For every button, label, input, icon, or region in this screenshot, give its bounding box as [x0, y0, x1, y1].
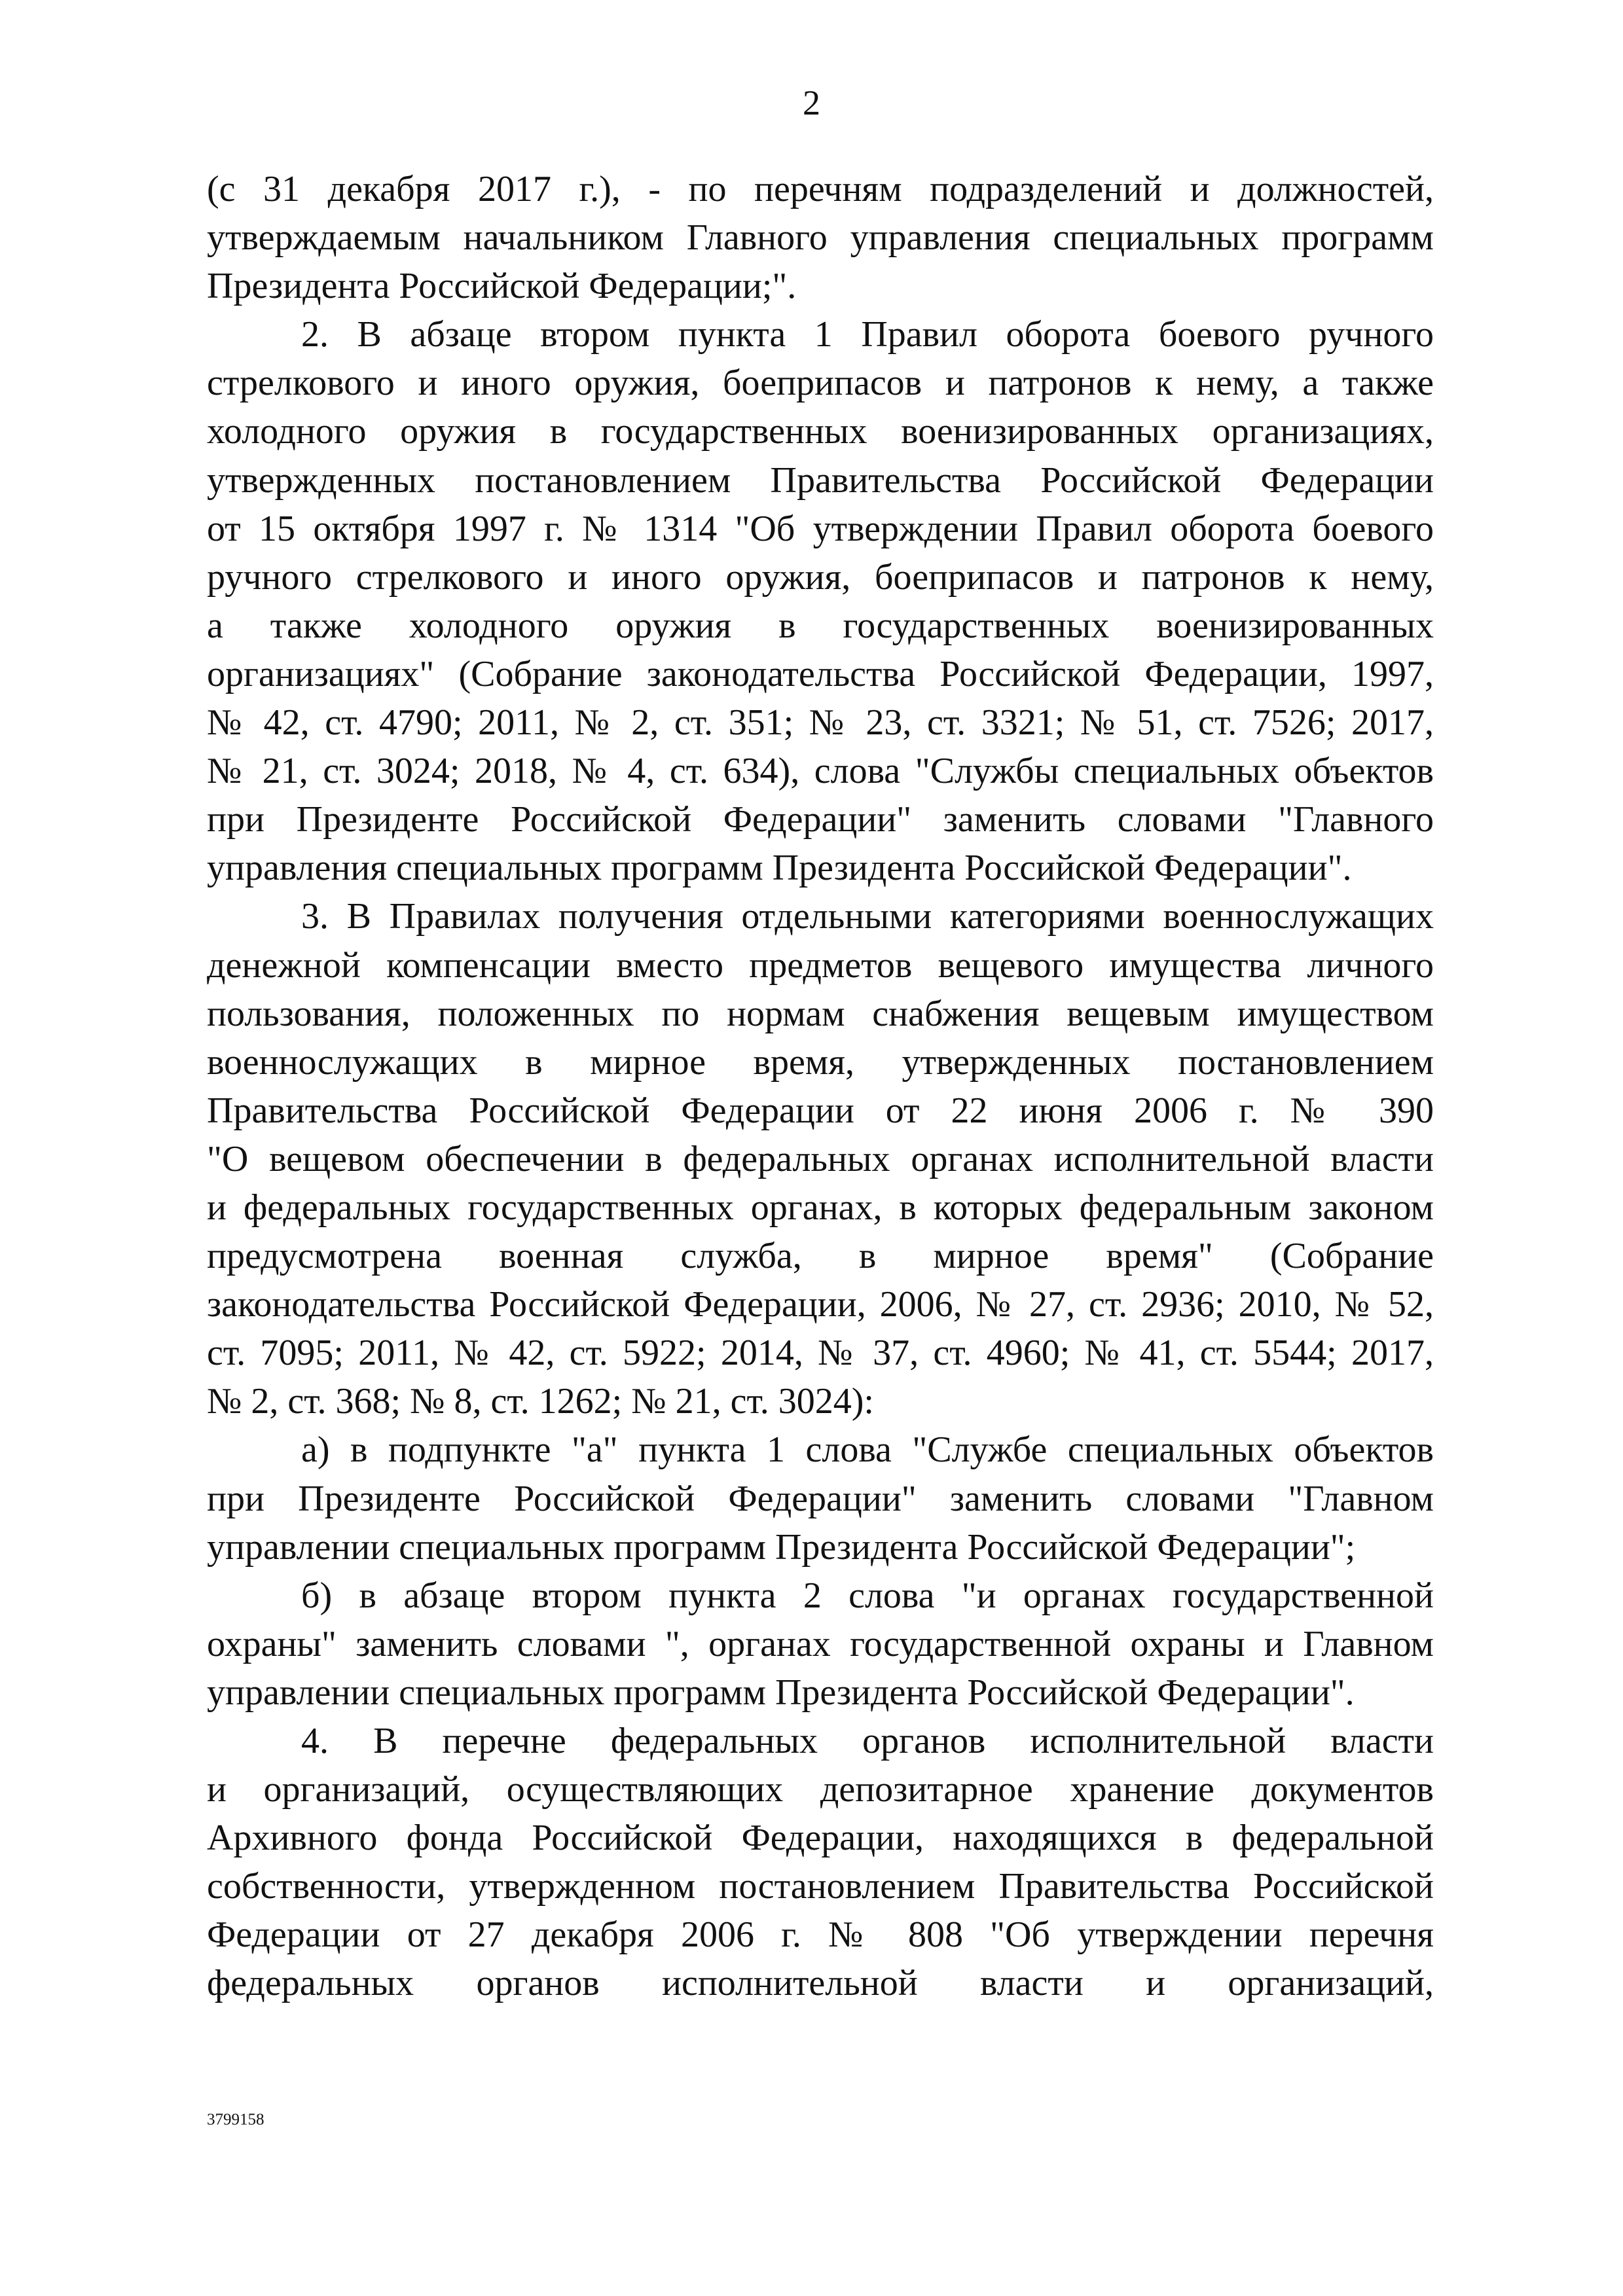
text-line: от 15 октября 1997 г. № 1314 "Об утверждении Правил оборота боевого [207, 508, 1434, 549]
text-line: при Президенте Российской Федерации" заменить словами "Главном [207, 1478, 1434, 1519]
text-line: холодного оружия в государственных военизированных организациях, [207, 411, 1434, 452]
text-line: стрелкового и иного оружия, боеприпасов и патронов к нему, а также [207, 363, 1434, 404]
text-line: пользования, положенных по нормам снабжения вещевым имуществом [207, 993, 1434, 1034]
text-line: организациях" (Собрание законодательства Российской Федерации, 1997, [207, 653, 1434, 694]
text-line: № 2, ст. 368; № 8, ст. 1262; № 21, ст. 3024): [207, 1381, 874, 1422]
text-line: № 42, ст. 4790; 2011, № 2, ст. 351; № 23, ст. 3321; № 51, ст. 7526; 2017, [207, 702, 1434, 744]
text-line: при Президенте Российской Федерации" заменить словами "Главного [207, 799, 1434, 840]
text-line: а также холодного оружия в государственных военизированных [207, 605, 1434, 646]
text-line: управлении специальных программ Президента Российской Федерации". [207, 1672, 1355, 1713]
text-line: охраны" заменить словами ", органах государственной охраны и Главном [207, 1623, 1434, 1664]
text-line: (с 31 декабря 2017 г.), - по перечням подразделений и должностей, [207, 169, 1434, 209]
paragraph-3-start: 3. В Правилах получения отдельными категориями военнослужащих [301, 896, 1434, 937]
text-line: утверждаемым начальником Главного управления специальных программ [207, 217, 1434, 259]
text-line: предусмотрена военная служба, в мирное время" (Собрание [207, 1236, 1434, 1277]
document-code: 3799158 [207, 2111, 264, 2128]
text-line: ст. 7095; 2011, № 42, ст. 5922; 2014, № 37, ст. 4960; № 41, ст. 5544; 2017, [207, 1333, 1434, 1374]
paragraph-2-start: 2. В абзаце втором пункта 1 Правил оборота боевого ручного [301, 314, 1434, 355]
text-line: и организаций, осуществляющих депозитарное хранение документов [207, 1769, 1434, 1810]
text-line: федеральных органов исполнительной власти и организаций, [207, 1963, 1434, 2004]
text-line: законодательства Российской Федерации, 2006, № 27, ст. 2936; 2010, № 52, [207, 1284, 1434, 1325]
text-line: собственности, утвержденном постановлением Правительства Российской [207, 1866, 1434, 1907]
text-line: управления специальных программ Президента Российской Федерации". [207, 848, 1352, 889]
subparagraph-b-start: б) в абзаце втором пункта 2 слова "и органах государственной [301, 1575, 1434, 1616]
text-line: управлении специальных программ Президента Российской Федерации"; [207, 1526, 1356, 1568]
text-line: Правительства Российской Федерации от 22 июня 2006 г. № 390 [207, 1090, 1434, 1131]
document-body [207, 165, 1434, 2008]
text-line: Федерации от 27 декабря 2006 г. № 808 "Об утверждении перечня [207, 1914, 1434, 1956]
text-line: и федеральных государственных органах, в которых федеральным законом [207, 1187, 1434, 1228]
text-line: денежной компенсации вместо предметов вещевого имущества личного [207, 944, 1434, 986]
page-number: 2 [803, 83, 820, 122]
text-line: военнослужащих в мирное время, утвержденных постановлением [207, 1041, 1434, 1083]
text-line: "О вещевом обеспечении в федеральных органах исполнительной власти [207, 1138, 1434, 1179]
paragraph-4-start: 4. В перечне федеральных органов исполнительной власти [301, 1721, 1434, 1761]
text-line: ручного стрелкового и иного оружия, боеприпасов и патронов к нему, [207, 556, 1434, 598]
text-line: Президента Российской Федерации;". [207, 266, 797, 307]
subparagraph-a-start: а) в подпункте "а" пункта 1 слова "Службе специальных объектов [301, 1429, 1434, 1471]
text-line: № 21, ст. 3024; 2018, № 4, ст. 634), слова "Службы специальных объектов [207, 751, 1434, 792]
text-line: утвержденных постановлением Правительства Российской Федерации [207, 459, 1434, 501]
text-line: Архивного фонда Российской Федерации, находящихся в федеральной [207, 1818, 1434, 1859]
